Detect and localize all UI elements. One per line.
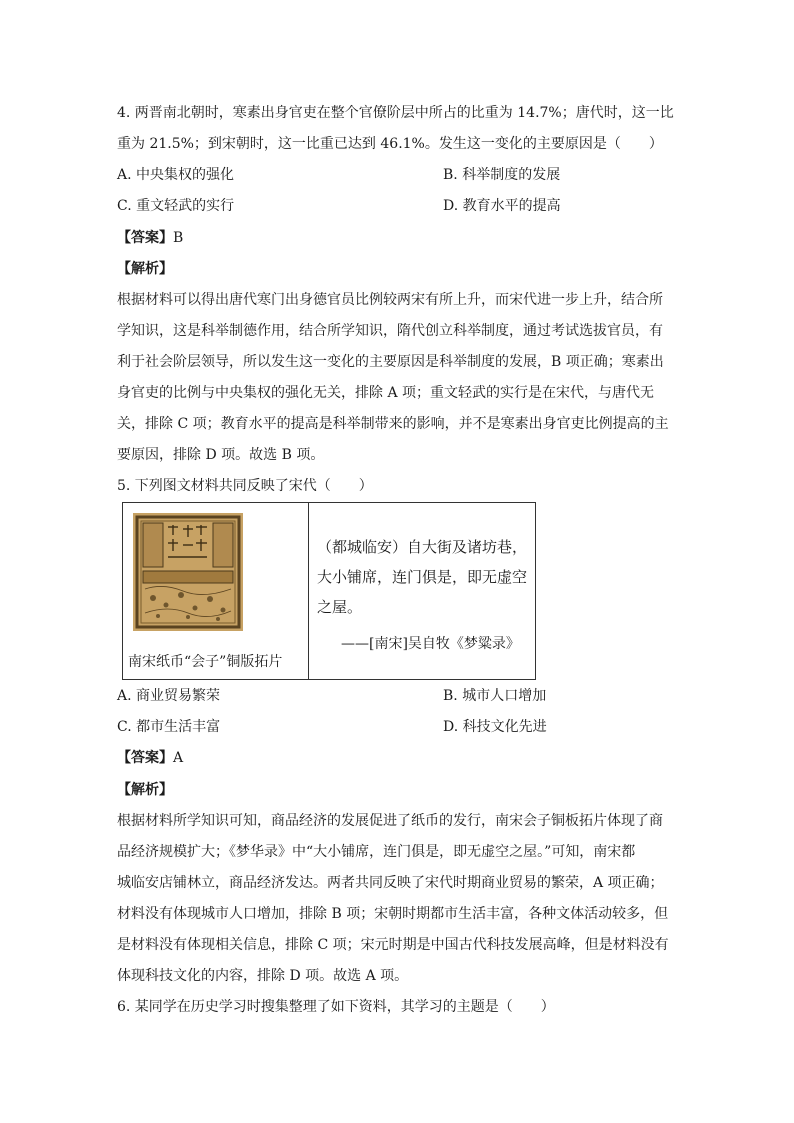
q5-answer-value: A — [173, 750, 184, 766]
q4-option-b: B. 科举制度的发展 — [443, 167, 561, 183]
q4-option-d: D. 教育水平的提高 — [443, 198, 561, 214]
rubbing-illustration — [133, 513, 243, 631]
q4-stem-line2: 重为 21.5%；到宋朝时，这一比重已达到 46.1%。发生这一变化的主要原因是（ ） — [117, 136, 663, 152]
q6-stem: 6. 某同学在历史学习时搜集整理了如下资料，其学习的主题是（ ） — [117, 999, 555, 1015]
q4-analysis-line: 关，排除 C 项；教育水平的提高是科举制带来的影响，并不是寒素出身官吏比例提高的主 — [117, 416, 669, 432]
q5-option-b: B. 城市人口增加 — [443, 688, 547, 704]
q4-analysis-line: 利于社会阶层领导，所以发生这一变化的主要原因是科举制度的发展，B 项正确；寒素出 — [117, 354, 664, 370]
q5-analysis-line: 是材料没有体现相关信息，排除 C 项；宋元时期是中国古代科技发展高峰，但是材料没有 — [117, 937, 669, 953]
material-image-caption: 南宋纸币“会子”铜版拓片 — [128, 654, 283, 670]
q4-stem-line1: 4. 两晋南北朝时，寒素出身官吏在整个官僚阶层中所占的比重为 14.7%；唐代时，这一比 — [117, 105, 674, 121]
q4-analysis-line: 要原因，排除 D 项。故选 B 项。 — [117, 447, 325, 463]
q5-analysis-line: 体现科技文化的内容，排除 D 项。故选 A 项。 — [117, 968, 409, 984]
q4-answer-label: 【答案】 — [117, 230, 173, 246]
material-quote: （都城临安）自大街及诸坊巷，大小铺席，连门俱是，即无虚空之屋。 — [317, 538, 528, 616]
q4-analysis-line: 根据材料可以得出唐代寒门出身德官员比例较两宋有所上升，而宋代进一步上升，结合所 — [117, 292, 663, 308]
q4-analysis-line: 身官吏的比例与中央集权的强化无关，排除 A 项；重文轻武的实行是在宋代，与唐代无 — [117, 385, 655, 401]
q5-analysis-line: 根据材料所学知识可知，商品经济的发展促进了纸币的发行，南宋会子铜板拓片体现了商 — [117, 813, 663, 829]
q5-option-d: D. 科技文化先进 — [443, 719, 547, 735]
q4-answer-value: B — [173, 230, 184, 246]
q5-answer — [117, 748, 183, 768]
q4-analysis-line: 学知识，这是科举制德作用，结合所学知识，隋代创立科举制度，通过考试选拔官员，有 — [117, 323, 663, 339]
q5-analysis-line: 城临安店铺林立，商品经济发达。两者共同反映了宋代时期商业贸易的繁荣，A 项正确； — [117, 875, 664, 891]
q5-answer-label: 【答案】 — [117, 750, 173, 766]
q5-analysis-label: 【解析】 — [117, 782, 173, 798]
q5-analysis-line: 品经济规模扩大；《梦华录》中“大小铺席，连门俱是，即无虚空之屋。”可知，南宋都 — [117, 844, 636, 860]
q5-option-c: C. 都市生活丰富 — [117, 719, 221, 735]
q4-answer — [117, 228, 183, 248]
q5-analysis-line: 材料没有体现城市人口增加，排除 B 项；宋朝时期都市生活丰富，各种文体活动较多，但 — [117, 906, 669, 922]
material-source: ——[南宋]吴自牧《梦粱录》 — [341, 636, 520, 652]
q4-option-a: A. 中央集权的强化 — [117, 167, 235, 183]
huizi-banknote-rubbing-image — [133, 513, 243, 631]
q4-option-c: C. 重文轻武的实行 — [117, 198, 235, 214]
q4-analysis-label: 【解析】 — [117, 261, 173, 277]
q5-stem: 5. 下列图文材料共同反映了宋代（ ） — [117, 478, 373, 494]
q5-option-a: A. 商业贸易繁荣 — [117, 688, 221, 704]
material-image-cell — [123, 503, 309, 680]
